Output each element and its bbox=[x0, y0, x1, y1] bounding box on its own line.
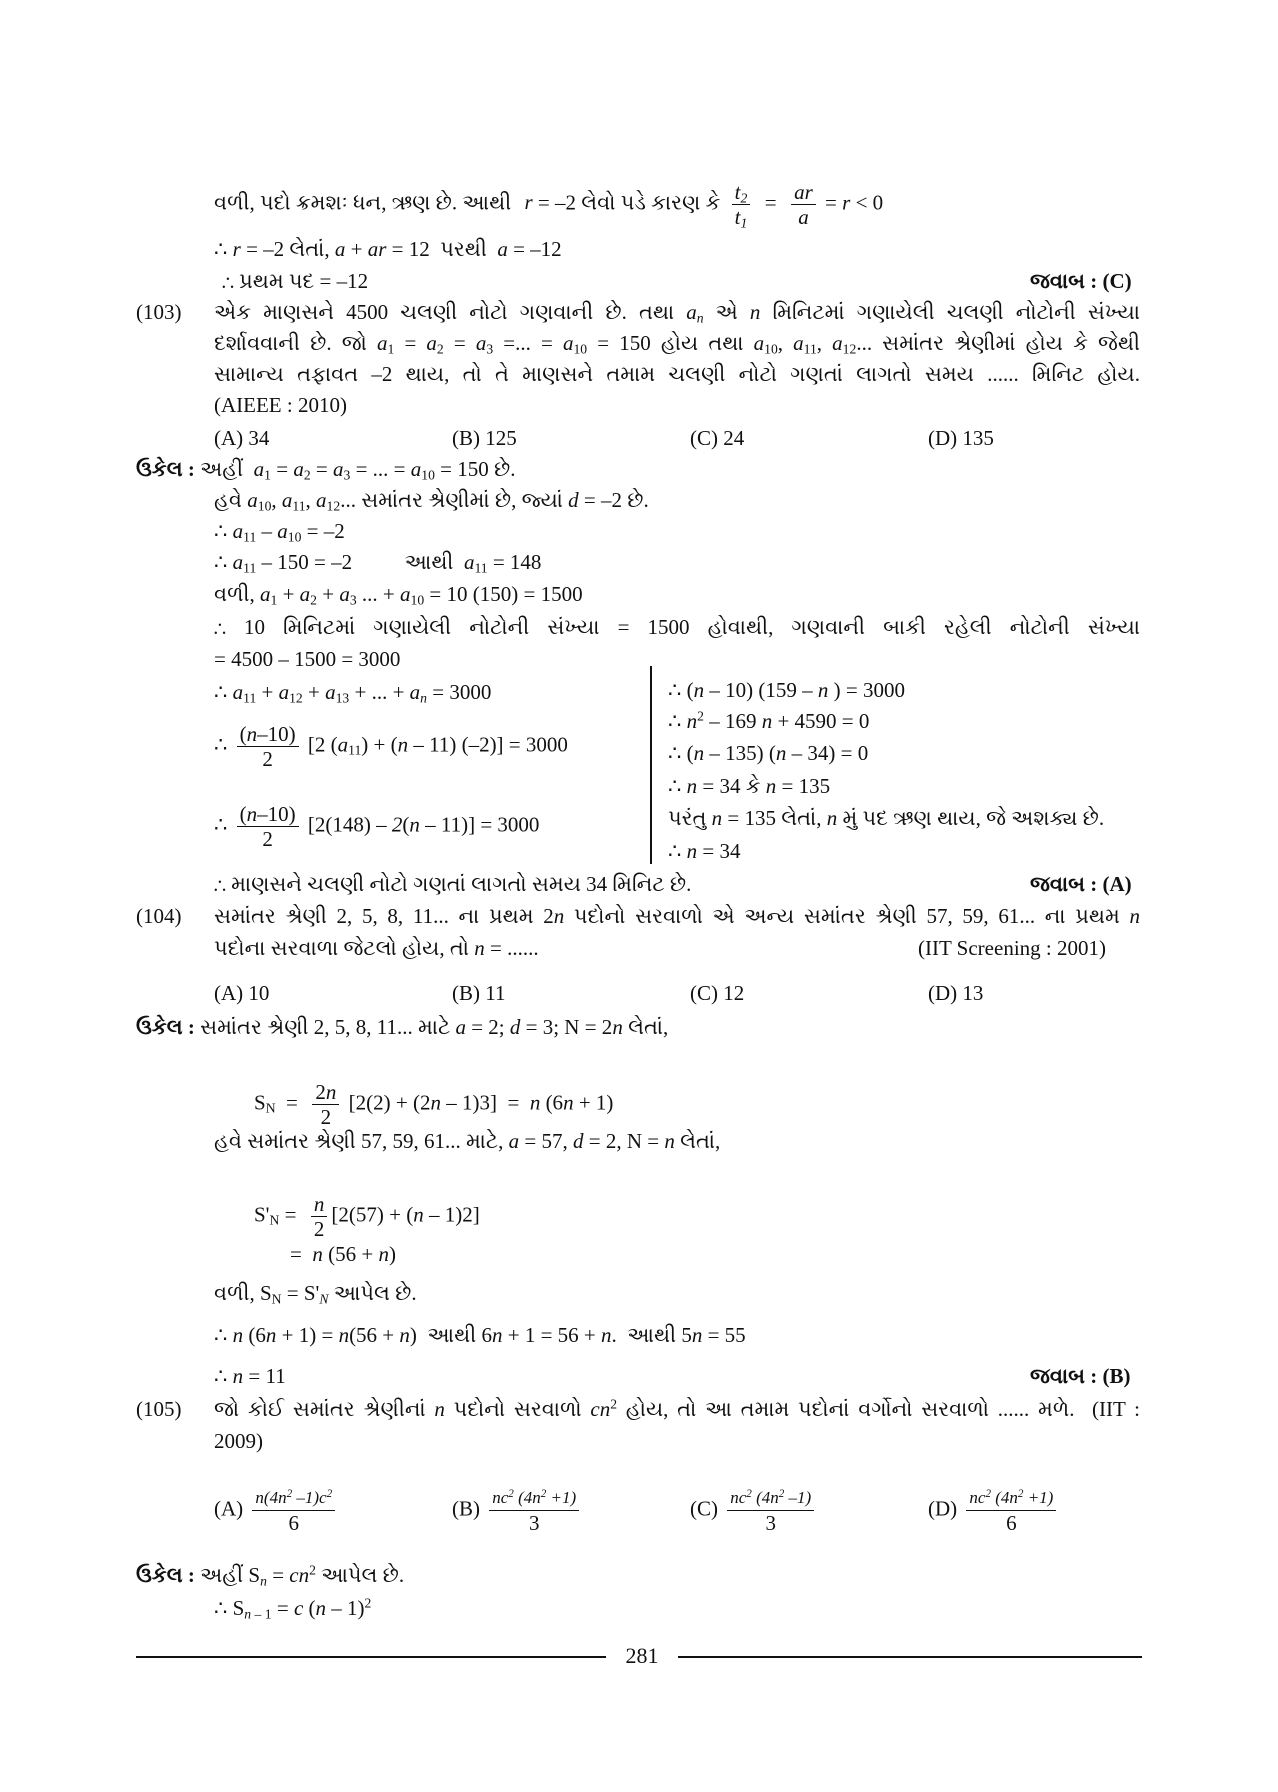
intro-line bbox=[214, 180, 883, 229]
q103-line-2: દર્શાવવાની છે. જો $a_1 = a_2 = a_3$ =... = $a_{10} = 150$ હોય તથા $a_{10}$, $a_{11}$, $a_{12}$... સમાંતર શ્રેણીમાં હોય કે જેથી bbox=[214, 331, 1141, 357]
solution-label: ઉકેલ : bbox=[136, 1563, 195, 1587]
q103-option-a: (A) 34 bbox=[214, 426, 270, 450]
frac-num: (n–10) bbox=[237, 802, 299, 827]
option-label: (B) bbox=[452, 1496, 480, 1521]
frac-num: ar bbox=[791, 180, 816, 205]
q104-number: (104) bbox=[136, 904, 182, 928]
fraction-t2-t1 bbox=[732, 180, 751, 229]
top-line-3: ∴ પ્રથમ પદ = –12 bbox=[222, 269, 369, 293]
sol103-right-1: ∴ (n – 10) (159 – n ) = 3000 bbox=[668, 678, 905, 702]
sol103-line-3: ∴ $a_{11} - a_{10} = -2$ bbox=[214, 519, 345, 545]
equals: = bbox=[759, 190, 782, 215]
q104-line-2: પદોના સરવાળા જેટલો હોય, તો n = ...... bbox=[214, 936, 539, 960]
frac-den: a bbox=[798, 205, 809, 229]
sol103-right-2: ∴ $n^2 - 169$ n + 4590 = 0 bbox=[668, 708, 870, 733]
sol104-line-2: હવે સમાંતર શ્રેણી 57, 59, 61... માટે, a = 57, d = 2, N = n લેતાં, bbox=[214, 1129, 721, 1153]
sol103-line-4: ∴ $a_{11} - 150 = -2$ આથી $a_{11} = 148$ bbox=[214, 550, 542, 576]
frac-num: $nc^2$ $(4n^2 +1)$ bbox=[489, 1486, 579, 1511]
sol103-right-4: ∴ n = 34 કે n = 135 bbox=[668, 774, 831, 798]
solution-label: ઉકેલ : bbox=[136, 457, 195, 481]
frac-num: $nc^2$ ($4n^2$ –1) bbox=[727, 1486, 814, 1511]
fraction-n-10-over-2 bbox=[237, 722, 299, 771]
option-b-fraction bbox=[489, 1486, 579, 1535]
frac-num: $n(4n^2$ $-1)c^2$ bbox=[252, 1486, 335, 1511]
q105-line-1: જો કોઈ સમાંતર શ્રેણીનાં n પદોનો સરવાળો $cn^2$ હોય, તો આ તમામ પદોનાં વર્ગોનો સરવાળો ...... મળે. (IIT : bbox=[214, 1396, 1140, 1421]
q105-option-b bbox=[452, 1486, 583, 1535]
q104-option-c: (C) 12 bbox=[690, 981, 745, 1005]
frac-den: 2 bbox=[262, 827, 273, 851]
r-equation-rest: = –2 લેવો પડે કારણ કે bbox=[532, 190, 721, 215]
page-number: 281 bbox=[625, 1643, 659, 1668]
option-label: (C) bbox=[690, 1496, 718, 1521]
frac-den: 6 bbox=[1006, 1511, 1017, 1535]
q105-option-d bbox=[928, 1486, 1060, 1535]
q105-number: (105) bbox=[136, 1397, 182, 1421]
q103-line-3 bbox=[214, 361, 1140, 387]
frac-num: (n–10) bbox=[237, 722, 299, 747]
fraction-2n-over-2 bbox=[312, 1080, 339, 1129]
q103-line-3-text: સામાન્ય તફાવત –2 થાય, તો તે માણસને તમામ ચલણી નોટો ગણતાં લાગતો સમય ...... મિનિટ હોય. bbox=[214, 362, 1140, 386]
option-d-fraction bbox=[966, 1486, 1056, 1535]
sol103-right-3: ∴ (n – 135) (n – 34) = 0 bbox=[668, 741, 869, 765]
frac-num: $t_2$ bbox=[732, 180, 751, 205]
sol103-line-6-text: ∴ 10 મિનિટમાં ગણાયેલી નોટોની સંખ્યા = 1500 હોવાથી, ગણવાની બાકી રહેલી નોટોની સંખ્યા bbox=[214, 615, 1140, 639]
option-label: (D) bbox=[928, 1496, 958, 1521]
option-c-fraction bbox=[727, 1486, 814, 1535]
footer-rule-right bbox=[678, 1656, 1142, 1658]
tail: = r < 0 bbox=[825, 190, 884, 215]
intro-text: વળી, પદો ક્રમશઃ ધન, ઋણ છે. આથી bbox=[214, 190, 512, 215]
q104-source: (IIT Screening : 2001) bbox=[918, 936, 1106, 960]
q104-option-b: (B) 11 bbox=[452, 981, 506, 1005]
fraction-n-10-over-2-b bbox=[237, 802, 299, 851]
frac-num: 2n bbox=[312, 1080, 339, 1105]
sol103-right-6: ∴ n = 34 bbox=[668, 839, 741, 863]
sol104-sn-equation: $S_N$ = $\frac{2n}{2}$ [2(2) + (2n – 1)3] = n (6n + 1) bbox=[254, 1080, 614, 1129]
sol104-line-4: ∴ n (6n + 1) = n(56 + n) આથી 6n + 1 = 56 + n. આથી 5n = 55 bbox=[214, 1323, 746, 1347]
top-line-2: ∴ r = –2 લેતાં, a + ar = 12 પરથી a = –12 bbox=[214, 237, 562, 261]
q105-line-2: 2009) bbox=[214, 1429, 263, 1453]
frac-den: 2 bbox=[262, 747, 273, 771]
sol104-sprime-equation: $S'_N$ = $\frac{n}{2}$ [2(57) + (n – 1)2] bbox=[254, 1192, 480, 1241]
sol103-line-6 bbox=[214, 614, 1140, 640]
q104-option-d: (D) 13 bbox=[928, 981, 984, 1005]
frac-den: 3 bbox=[528, 1511, 540, 1535]
frac-den: 6 bbox=[288, 1511, 299, 1535]
frac-num: n bbox=[311, 1192, 328, 1217]
sol103-left-3: ∴ $\frac{(n-10)}{2}$ [2(148) – 2(n – 11)] = 3000 bbox=[214, 802, 540, 851]
sol105-line-2: ∴ $S_{n - 1} = c$ (n – 1)$^2$ bbox=[214, 1595, 372, 1622]
sol104-line-5: ∴ n = 11 bbox=[214, 1364, 286, 1388]
solution-label: ઉકેલ : bbox=[136, 1015, 195, 1039]
q103-line-4: (AIEEE : 2010) bbox=[214, 393, 347, 417]
sol104-line-3: વળી, $S_N = S'_N$ આપેલ છે. bbox=[214, 1281, 417, 1307]
sol103-line-1: ઉકેલ : અહીં $a_1 = a_2 = a_3$ = ... = $a_{10} = 150$ છે. bbox=[136, 457, 516, 483]
answer-b: જવાબ : (B) bbox=[1030, 1364, 1131, 1388]
frac-den: 2 bbox=[313, 1217, 325, 1241]
sol103-line-2: હવે $a_{10}$, $a_{11}$, $a_{12}$... સમાંતર શ્રેણીમાં છે, જ્યાં d = –2 છે. bbox=[214, 488, 649, 514]
option-a-fraction bbox=[252, 1486, 335, 1535]
answer-a: જવાબ : (A) bbox=[1030, 872, 1132, 896]
q105-option-c bbox=[690, 1486, 818, 1535]
q104-line-1: સમાંતર શ્રેણી 2, 5, 8, 11... ના પ્રથમ 2n પદોનો સરવાળો એ અન્ય સમાંતર શ્રેણી 57, 59, 61... ના પ્રથમ n bbox=[214, 904, 1140, 928]
sol103-line-5: વળી, $a_1 + a_2 + a_3$ ... + $a_{10} = 10$ (150) = 1500 bbox=[214, 582, 583, 608]
option-label: (A) bbox=[214, 1496, 244, 1521]
column-divider bbox=[650, 666, 652, 864]
sol103-right-5: પરંતુ n = 135 લેતાં, n મું પદ ઋણ થાય, જે અશક્ય છે. bbox=[668, 806, 1105, 830]
frac-den: 2 bbox=[320, 1105, 332, 1129]
q103-option-d: (D) 135 bbox=[928, 426, 994, 450]
frac-den: $t_1$ bbox=[734, 205, 748, 231]
q103-option-c: (C) 24 bbox=[690, 426, 745, 450]
sol103-conclusion: ∴ માણસને ચલણી નોટો ગણતાં લાગતો સમય 34 મિનિટ છે. bbox=[214, 872, 692, 896]
q105-option-a bbox=[214, 1486, 339, 1535]
q103-line-1: એક માણસને 4500 ચલણી નોટો ગણવાની છે. તથા $a_n$ એ n મિનિટમાં ગણાયેલી ચલણી નોટોની સંખ્યા bbox=[214, 300, 1140, 326]
frac-den: 3 bbox=[765, 1511, 776, 1535]
fraction-ar-a bbox=[791, 180, 816, 229]
sol103-left-1: ∴ $a_{11} + a_{12} + a_{13}$ + ... + $a_n = 3000$ bbox=[214, 680, 492, 706]
frac-num: $nc^2$ $(4n^2 +1)$ bbox=[966, 1486, 1056, 1511]
q103-number: (103) bbox=[136, 300, 182, 324]
r-equation: r bbox=[524, 190, 533, 215]
sol103-left-2: ∴ $\frac{(n-10)}{2}$ [2 $(a_{11}) + (n - 11) (-2)] = 3000$ bbox=[214, 722, 568, 771]
sol103-line-7: = 4500 – 1500 = 3000 bbox=[214, 647, 401, 671]
footer-rule-left bbox=[136, 1656, 606, 1658]
sol105-line-1: ઉકેલ : અહીં $S_n = cn^2$ આપેલ છે. bbox=[136, 1562, 405, 1589]
sol104-line-1: ઉકેલ : સમાંતર શ્રેણી 2, 5, 8, 11... માટે a = 2; d = 3; N = 2n લેતાં, bbox=[136, 1015, 669, 1039]
q103-option-b: (B) 125 bbox=[452, 426, 517, 450]
q104-option-a: (A) 10 bbox=[214, 981, 270, 1005]
sol104-sprime-line-2: = n (56 + n) bbox=[290, 1242, 396, 1266]
answer-c: જવાબ : (C) bbox=[1030, 269, 1132, 293]
fraction-n-over-2 bbox=[311, 1192, 328, 1241]
